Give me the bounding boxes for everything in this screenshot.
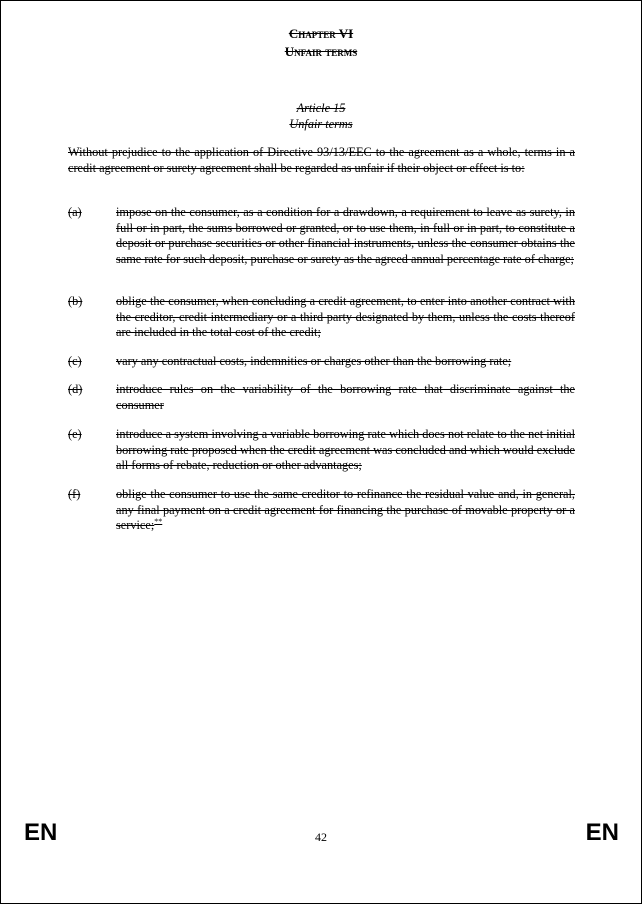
list-item-b bbox=[68, 294, 575, 341]
article-number: Article 15 bbox=[296, 101, 346, 115]
list-item-d bbox=[68, 382, 575, 413]
page-number: 42 bbox=[315, 830, 327, 844]
item-letter: (e) bbox=[68, 427, 82, 441]
language-code-left: EN bbox=[24, 819, 58, 846]
item-letter: (d) bbox=[68, 382, 83, 396]
item-text: introduce rules on the variability of the borrowing rate that discriminate against the consumer bbox=[116, 382, 575, 412]
item-letter: (b) bbox=[68, 294, 83, 308]
list-item-a bbox=[68, 205, 575, 267]
item-text: impose on the consumer, as a condition for a drawdown, a requirement to leave as surety, in full or in part, the sums borrowed or granted, or to use them, in full or in part, to constitute a deposit or purchase securities or other financial instruments, unless the consumer obtains the same rate for such deposit, purchase or surety as the agreed annual percentage rate of charge; bbox=[116, 205, 575, 266]
item-text: oblige the consumer, when concluding a credit agreement, to enter into another contract with the creditor, credit intermediary or a third party designated by them, unless the costs thereof are included in the total cost of the credit; bbox=[116, 294, 575, 339]
intro-paragraph: Without prejudice to the application of Directive 93/13/EEC to the agreement as a whole, terms in a credit agreement or surety agreement shall be regarded as unfair if their object or effect is to: bbox=[68, 145, 575, 175]
article-title: Unfair terms bbox=[289, 117, 353, 131]
item-text: introduce a system involving a variable borrowing rate which does not relate to the net initial borrowing rate proposed when the credit agreement was concluded and which would exclude all forms of rebate, reduction or other advantages; bbox=[116, 427, 575, 472]
chapter-heading bbox=[1, 25, 641, 61]
chapter-title: Unfair terms bbox=[284, 44, 358, 59]
list-item-f bbox=[68, 487, 575, 534]
list-item-e bbox=[68, 427, 575, 474]
item-letter: (a) bbox=[68, 205, 82, 219]
item-letter: (c) bbox=[68, 354, 82, 368]
chapter-number: Chapter VI bbox=[288, 26, 354, 41]
footnote-marker[interactable]: ** bbox=[154, 516, 163, 526]
article-heading bbox=[1, 100, 641, 132]
item-text-body: oblige the consumer to use the same creditor to refinance the residual value and, in general, any final payment on a credit agreement for financing the purchase of movable property or a service; bbox=[116, 487, 575, 532]
item-text bbox=[116, 487, 575, 534]
language-code-right: EN bbox=[585, 819, 619, 846]
item-letter: (f) bbox=[68, 487, 81, 501]
item-text: vary any contractual costs, indemnities or charges other than the borrowing rate; bbox=[116, 354, 512, 368]
list-item-c bbox=[68, 354, 575, 370]
